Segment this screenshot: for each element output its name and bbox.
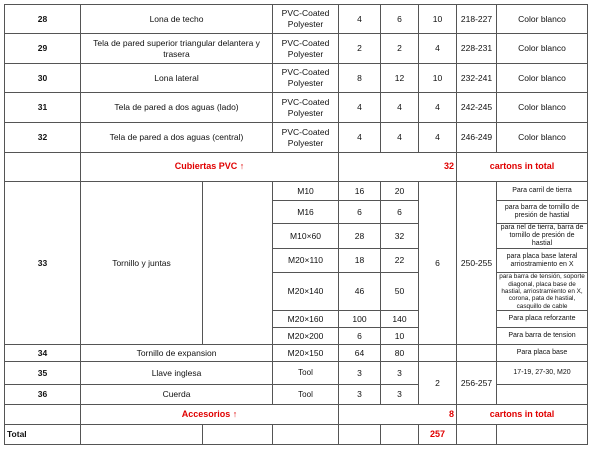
item-name: Cuerda <box>81 385 273 405</box>
note: Para placa base <box>497 345 588 362</box>
qty-b: 3 <box>381 385 419 405</box>
qty-a: 6 <box>339 328 381 345</box>
row-number: 34 <box>5 345 81 362</box>
table-row <box>5 362 588 385</box>
material: PVC-Coated Polyester <box>273 5 339 34</box>
qty-b: 12 <box>381 64 419 93</box>
qty-b: 3 <box>381 362 419 385</box>
note: Para placa reforzante <box>497 311 588 328</box>
empty-cell <box>203 425 273 445</box>
qty-b: 22 <box>381 249 419 273</box>
qty-b: 10 <box>381 328 419 345</box>
carton-range: 228-231 <box>457 34 497 64</box>
note: para barra de tornillo de presión de hastial <box>497 201 588 224</box>
spec: M10 <box>273 182 339 201</box>
qty-b: 80 <box>381 345 419 362</box>
note: Color blanco <box>497 5 588 34</box>
qty-a: 2 <box>339 34 381 64</box>
total-cartons: 257 <box>419 425 457 445</box>
qty-a: 4 <box>339 5 381 34</box>
qty-b: 32 <box>381 224 419 249</box>
cartons: 4 <box>419 123 457 153</box>
spec: Tool <box>273 362 339 385</box>
packing-list-table <box>4 4 588 445</box>
note: Para carril de tierra <box>497 182 588 201</box>
row-number: 29 <box>5 34 81 64</box>
carton-range: 250-255 <box>457 182 497 345</box>
cartons: 6 <box>419 182 457 345</box>
summary-row <box>5 153 588 182</box>
qty-b: 4 <box>381 93 419 123</box>
carton-range: 256-257 <box>457 362 497 405</box>
carton-range: 218-227 <box>457 5 497 34</box>
note: para placa base lateral arriostramiento en X <box>497 249 588 273</box>
qty-a: 4 <box>339 93 381 123</box>
item-name: Llave inglesa <box>81 362 273 385</box>
total-label: Total <box>5 425 81 445</box>
table-row <box>5 345 588 362</box>
section-summary-suffix: cartons in total <box>457 405 588 425</box>
empty-cell <box>497 385 588 405</box>
cartons: 2 <box>419 362 457 405</box>
qty-a: 46 <box>339 273 381 311</box>
row-number: 28 <box>5 5 81 34</box>
total-row <box>5 425 588 445</box>
table-row <box>5 5 588 34</box>
note: Para barra de tension <box>497 328 588 345</box>
item-name: Tela de pared a dos aguas (central) <box>81 123 273 153</box>
row-number: 35 <box>5 362 81 385</box>
summary-row <box>5 405 588 425</box>
table-row <box>5 385 588 405</box>
item-name: Tela de pared superior triangular delantera y trasera <box>81 34 273 64</box>
note: para barra de tensión, soporte diagonal, placa base de hastial, arriostramiento en X, corona, pata de hastial, casquillo de cable <box>497 273 588 311</box>
qty-b: 6 <box>381 5 419 34</box>
qty-a: 100 <box>339 311 381 328</box>
spec: M20×140 <box>273 273 339 311</box>
spec: M20×150 <box>273 345 339 362</box>
empty-cell <box>273 425 339 445</box>
cartons: 4 <box>419 93 457 123</box>
qty-a: 18 <box>339 249 381 273</box>
row-number: 36 <box>5 385 81 405</box>
row-number: 32 <box>5 123 81 153</box>
carton-range: 246-249 <box>457 123 497 153</box>
material: PVC-Coated Polyester <box>273 123 339 153</box>
row-number: 31 <box>5 93 81 123</box>
spec: Tool <box>273 385 339 405</box>
spec: M10×60 <box>273 224 339 249</box>
section-carton-count: 8 <box>339 405 457 425</box>
section-summary-label: Accesorios ↑ <box>81 405 339 425</box>
table-row <box>5 123 588 153</box>
qty-b: 50 <box>381 273 419 311</box>
row-number: 33 <box>5 182 81 345</box>
spec: M20×200 <box>273 328 339 345</box>
note: Color blanco <box>497 93 588 123</box>
spec: M20×110 <box>273 249 339 273</box>
qty-a: 8 <box>339 64 381 93</box>
empty-cell <box>419 345 457 362</box>
section-summary-label: Cubiertas PVC ↑ <box>81 153 339 182</box>
cartons: 10 <box>419 5 457 34</box>
table-row <box>5 93 588 123</box>
section-summary-suffix: cartons in total <box>457 153 588 182</box>
carton-range: 242-245 <box>457 93 497 123</box>
empty-cell <box>497 425 588 445</box>
material: PVC-Coated Polyester <box>273 34 339 64</box>
empty-cell <box>5 405 81 425</box>
empty-cell <box>339 425 381 445</box>
empty-cell <box>81 425 203 445</box>
note: Color blanco <box>497 64 588 93</box>
item-name: Lona de techo <box>81 5 273 34</box>
material: PVC-Coated Polyester <box>273 64 339 93</box>
qty-b: 140 <box>381 311 419 328</box>
row-number: 30 <box>5 64 81 93</box>
qty-b: 6 <box>381 201 419 224</box>
qty-a: 4 <box>339 123 381 153</box>
empty-cell <box>457 345 497 362</box>
empty-cell <box>5 153 81 182</box>
item-name: Lona lateral <box>81 64 273 93</box>
qty-a: 28 <box>339 224 381 249</box>
item-name: Tornillo de expansion <box>81 345 273 362</box>
note: Color blanco <box>497 123 588 153</box>
empty-cell <box>457 425 497 445</box>
table-row <box>5 64 588 93</box>
empty-cell <box>203 182 273 345</box>
material: PVC-Coated Polyester <box>273 93 339 123</box>
qty-a: 3 <box>339 385 381 405</box>
cartons: 10 <box>419 64 457 93</box>
qty-b: 2 <box>381 34 419 64</box>
cartons: 4 <box>419 34 457 64</box>
table-row <box>5 34 588 64</box>
spec: M16 <box>273 201 339 224</box>
carton-range: 232-241 <box>457 64 497 93</box>
empty-cell <box>381 425 419 445</box>
note: para riel de tierra, barra de tornillo de presión de hastial <box>497 224 588 249</box>
qty-a: 3 <box>339 362 381 385</box>
qty-a: 16 <box>339 182 381 201</box>
item-name: Tornillo y juntas <box>81 182 203 345</box>
qty-b: 4 <box>381 123 419 153</box>
qty-b: 20 <box>381 182 419 201</box>
note: Color blanco <box>497 34 588 64</box>
item-name: Tela de pared a dos aguas (lado) <box>81 93 273 123</box>
spec: M20×160 <box>273 311 339 328</box>
qty-a: 64 <box>339 345 381 362</box>
qty-a: 6 <box>339 201 381 224</box>
section-carton-count: 32 <box>339 153 457 182</box>
note: 17-19, 27-30, M20 <box>497 362 588 385</box>
table-row <box>5 182 588 201</box>
